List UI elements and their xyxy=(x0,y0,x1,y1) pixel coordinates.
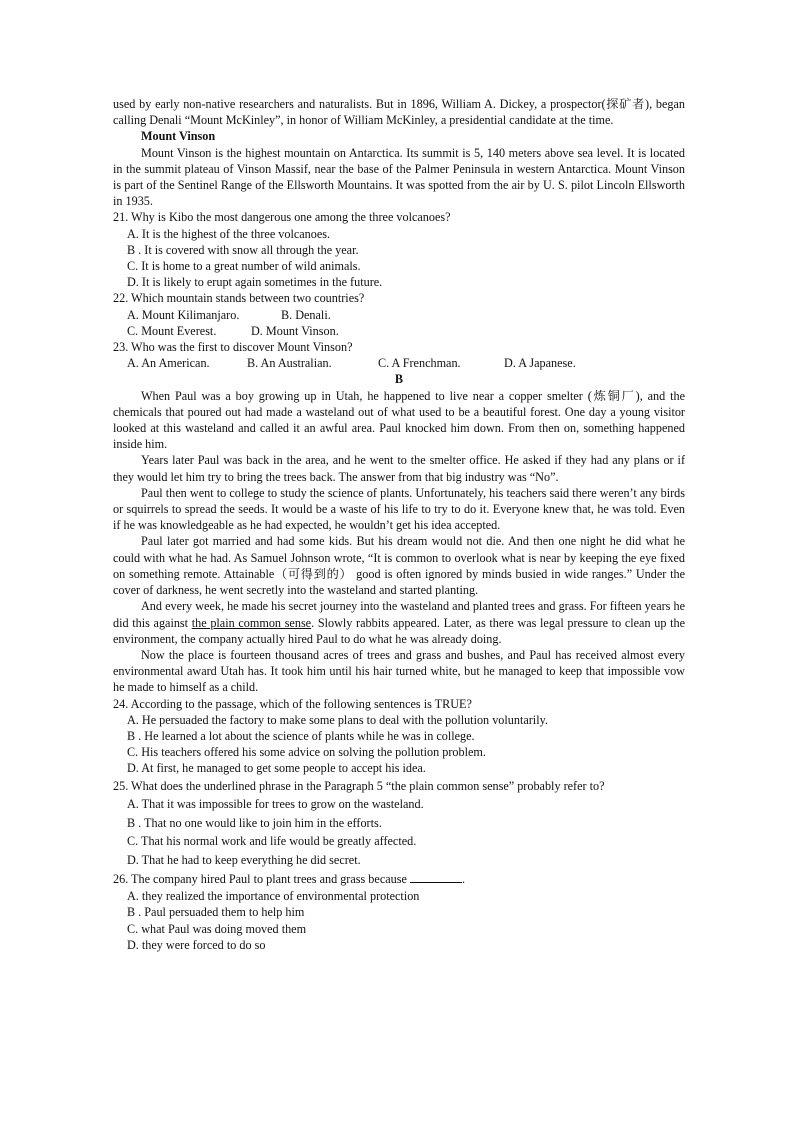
passage-b-paragraph-6: Now the place is fourteen thousand acres of trees and grass and bushes, and Paul has received almost every environmental award Utah has. It took him until his hair turned white, but he managed to keep that impossible vow he made to himself as a child. xyxy=(113,647,685,695)
option-b: B . He learned a lot about the science of plants while he was in college. xyxy=(127,728,475,743)
option-b: B . Paul persuaded them to help him xyxy=(127,905,305,920)
denali-paragraph-end: used by early non-native researchers and naturalists. But in 1896, William A. Dickey, a prospector(探矿者), began calling Denali “Mount McKinley”, in honor of William McKinley, a presidential candidate at the time. xyxy=(113,97,685,128)
option-a: A. He persuaded the factory to make some plans to deal with the pollution voluntarily. xyxy=(127,712,548,727)
question-stem: 24. According to the passage, which of the following sentences is TRUE? xyxy=(113,696,472,711)
paragraph-text: . Slowly rabbits appeared. Later, as there was legal pressure to clean up the environment, the company actually hired Paul to do what he was already doing. xyxy=(113,615,685,646)
option-c: C. A Frenchman. xyxy=(378,356,461,371)
question-stem: 23. Who was the first to discover Mount Vinson? xyxy=(113,340,353,355)
option-row xyxy=(113,355,685,371)
option-d: D. At first, he managed to get some people to accept his idea. xyxy=(127,761,426,776)
option-c: C. Mount Everest. xyxy=(127,323,217,338)
stem-text: . xyxy=(461,871,465,886)
option-a: A. they realized the importance of environmental protection xyxy=(127,889,420,904)
mount-vinson-paragraph: Mount Vinson is the highest mountain on Antarctica. Its summit is 5, 140 meters above sea level. It is located in the summit plateau of Vinson Massif, near the base of the Palmer Peninsula in western Antarctica. Mount Vinson is part of the Sentinel Range of the Ellsworth Mountains. It was spotted from the air by U. S. pilot Lincoln Ellsworth in 1935. xyxy=(113,145,685,209)
option-c: C. His teachers offered his some advice on solving the pollution problem. xyxy=(127,745,486,760)
passage-b-paragraph-1: When Paul was a boy growing up in Utah, he happened to live near a copper smelter (炼铜厂), and the chemicals that poured out had made a wasteland out of what used to be a beautiful forest. One day a young visitor looked at this wasteland and called it an awful area. Paul knocked him down. From then on, something happened inside him. xyxy=(113,388,685,452)
option-b: B. Denali. xyxy=(281,307,331,322)
section-b-label: B xyxy=(394,372,404,387)
mount-vinson-heading: Mount Vinson xyxy=(141,129,216,144)
underlined-phrase: the plain common sense xyxy=(191,615,312,630)
question-22 xyxy=(113,290,685,339)
option-b: B. An Australian. xyxy=(247,356,332,371)
option-a: A. Mount Kilimanjaro. xyxy=(127,307,240,322)
question-26 xyxy=(113,870,685,953)
question-25 xyxy=(113,777,685,870)
option-d: D. Mount Vinson. xyxy=(251,323,339,338)
passage-b-paragraph-3: Paul then went to college to study the science of plants. Unfortunately, his teachers said there weren’t any birds or squirrels to spread the seeds. It would be a waste of his life to try to do it. Everyone knew that, he was told. Even if he was knowledgeable as he had expected, he wouldn’t get his idea accepted. xyxy=(113,485,685,533)
passage-b-paragraph-5 xyxy=(113,598,685,647)
option-c: C. That his normal work and life would be greatly affected. xyxy=(127,834,417,849)
option-b: B . It is covered with snow all through the year. xyxy=(127,242,359,257)
question-23 xyxy=(113,339,685,371)
passage-b-paragraph-4: Paul later got married and had some kids. But his dream would not die. And then one night he did what he could with what he had. As Samuel Johnson wrote, “It is common to overlook what is near by keeping the eye fixed on something remote. Attainable（可得到的） good is often ignored by minds busied in wide ranges.” Under the cover of darkness, he went secretly into the wasteland and started planting. xyxy=(113,534,685,598)
option-row xyxy=(113,307,685,323)
option-b: B . That no one would like to join him in the efforts. xyxy=(127,815,382,830)
question-stem: 22. Which mountain stands between two countries? xyxy=(113,291,365,306)
answer-blank xyxy=(410,871,462,883)
question-stem: 21. Why is Kibo the most dangerous one among the three volcanoes? xyxy=(113,210,451,225)
question-24 xyxy=(113,696,685,777)
question-stem xyxy=(113,870,685,889)
question-21 xyxy=(113,209,685,290)
option-d: D. It is likely to erupt again sometimes in the future. xyxy=(127,275,383,290)
stem-text: 26. The company hired Paul to plant trees and grass because xyxy=(113,871,410,886)
option-row xyxy=(113,323,685,339)
option-a: A. An American. xyxy=(127,356,210,371)
paragraph-text: And every week, he made his secret journey into the wasteland and planted trees and grass. For fifteen years he did this against xyxy=(113,599,685,630)
option-d: D. they were forced to do so xyxy=(127,937,266,952)
option-d: D. That he had to keep everything he did secret. xyxy=(127,852,361,867)
question-stem: 25. What does the underlined phrase in the Paragraph 5 “the plain common sense” probably refer to? xyxy=(113,778,605,793)
option-d: D. A Japanese. xyxy=(504,356,576,371)
passage-b-paragraph-2: Years later Paul was back in the area, and he went to the smelter office. He asked if they had any plans or if they would let him try to bring the trees back. The answer from that big industry was “No”. xyxy=(113,453,685,484)
option-a: A. It is the highest of the three volcanoes. xyxy=(127,226,331,241)
option-c: C. It is home to a great number of wild animals. xyxy=(127,259,361,274)
option-a: A. That it was impossible for trees to grow on the wasteland. xyxy=(127,797,424,812)
option-c: C. what Paul was doing moved them xyxy=(127,921,307,936)
exam-page xyxy=(113,96,685,953)
